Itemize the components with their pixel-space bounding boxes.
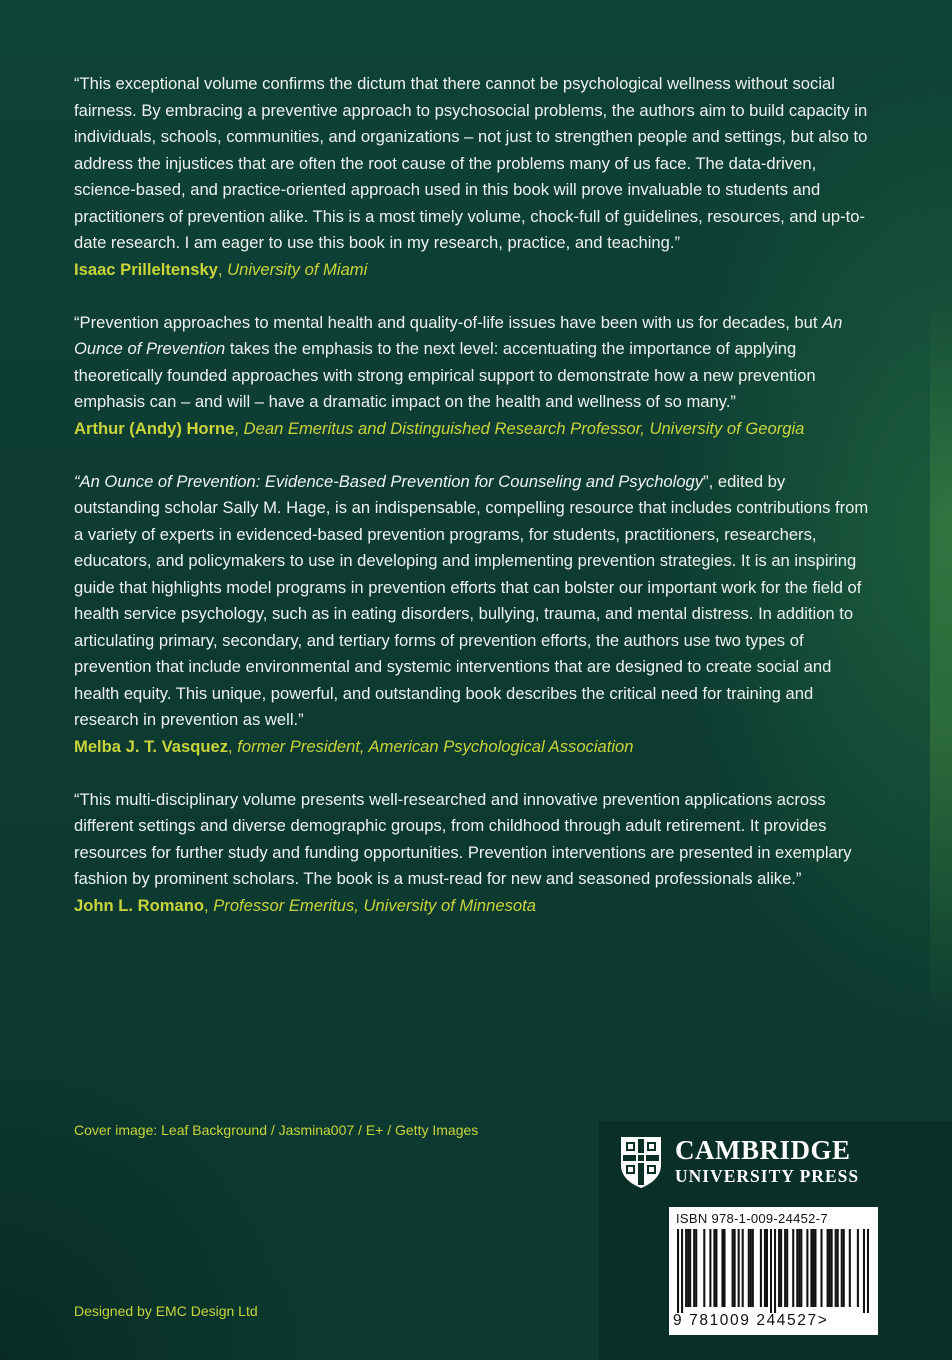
barcode-bar: [750, 1229, 752, 1307]
endorser-affiliation: University of Miami: [227, 259, 368, 279]
barcode-bar: [770, 1229, 772, 1313]
attribution-separator: ,: [203, 895, 214, 915]
barcode-bar: [806, 1229, 808, 1307]
endorsement-quote: [74, 71, 874, 257]
barcode-bar: [843, 1229, 845, 1307]
endorsement-quote: [74, 469, 874, 734]
barcode-bar: [748, 1229, 750, 1307]
barcode-bar: [798, 1229, 800, 1307]
barcode-bar: [867, 1229, 869, 1313]
barcode-bar: [810, 1229, 812, 1307]
barcode-bar: [721, 1229, 723, 1307]
endorser-name: Melba J. T. Vasquez: [74, 736, 229, 756]
endorser-name: Isaac Prilleltensky: [74, 259, 218, 279]
endorsement-quote: [74, 310, 874, 416]
barcode-bar: [784, 1229, 786, 1307]
endorsement: [74, 71, 874, 283]
endorsements: [74, 71, 874, 946]
barcode-bar: [693, 1229, 695, 1307]
barcode-bar: [796, 1229, 798, 1307]
barcode-bar: [831, 1229, 833, 1307]
endorser-affiliation: Professor Emeritus, University of Minnesota: [213, 895, 536, 915]
endorsement-attribution: [74, 416, 874, 443]
barcode-bar: [738, 1229, 740, 1307]
barcode-bar: [677, 1229, 679, 1313]
publisher-panel: [599, 1121, 952, 1360]
barcode-bars: [677, 1229, 869, 1313]
barcode-bar: [835, 1229, 837, 1307]
barcode-bar: [742, 1229, 744, 1307]
barcode-bar: [774, 1229, 776, 1313]
barcode-bar: [764, 1229, 766, 1307]
quote-segment: “Prevention approaches to mental health and quality-of-life issues have been with us for decades, but: [74, 312, 823, 332]
barcode-bar: [863, 1229, 865, 1313]
publisher-wordmark: [675, 1135, 859, 1187]
barcode-bar: [792, 1229, 794, 1307]
cambridge-shield-icon: [619, 1135, 663, 1189]
publisher-name-line2: UNIVERSITY PRESS: [675, 1166, 860, 1186]
barcode-bar: [778, 1229, 780, 1307]
barcode-bar: [715, 1229, 717, 1307]
barcode-bar: [760, 1229, 762, 1307]
barcode-bar: [800, 1229, 802, 1307]
barcode-bar: [829, 1229, 831, 1307]
attribution-separator: ,: [228, 736, 238, 756]
barcode-bar: [732, 1229, 734, 1307]
endorsement-attribution: [74, 257, 874, 284]
barcode-bar: [687, 1229, 689, 1307]
barcode-bar: [812, 1229, 814, 1307]
barcode-bar: [841, 1229, 843, 1307]
endorsement: [74, 310, 874, 443]
barcode-bar: [857, 1229, 859, 1307]
barcode-bar: [780, 1229, 782, 1307]
barcode-bar: [752, 1229, 754, 1307]
endorser-name: John L. Romano: [74, 895, 204, 915]
designer-credit: Designed by EMC Design Ltd: [74, 1303, 258, 1319]
quote-segment: takes the emphasis to the next level: accentuating the importance of applying theoretically founded approaches with strong empirical support to demonstrate how a new prevention emphasis can – and will – have a dramatic impact on the health and wellness of so many.”: [74, 339, 816, 411]
barcode-bar: [695, 1229, 697, 1307]
barcode-bar: [703, 1229, 705, 1307]
quote-segment: ”, edited by outstanding scholar Sally M. Hage, is an indispensable, compelling resource that includes contributions from a variety of experts in evidenced-based prevention programs, for students, practitioners, researchers, educators, and policymakers to use in developing and implementing prevention strategies. It is an inspiring guide that highlights model programs in prevention efforts that can bolster our important work for the field of health service psychology, such as in eating disorders, bullying, trauma, and mental distress. In addition to articulating primary, secondary, and tertiary forms of prevention efforts, the authors use two types of prevention that include environmental and systemic interventions that are designed to create social and health equity. This unique, powerful, and outstanding book describes the critical need for training and research in prevention as well.”: [74, 471, 869, 729]
barcode-bar: [723, 1229, 725, 1307]
quote-segment: “This exceptional volume confirms the dictum that there cannot be psychological wellness without social fairness. By embracing a preventive approach to psychosocial problems, the authors aim to build capacity in individuals, schools, communities, and organizations – not just to strengthen people and settings, but also to address the injustices that are often the root cause of the problems many of us face. The data-driven, science-based, and practice-oriented approach used in this book will prove invaluable to students and practitioners of prevention alike. This is a most timely volume, chock-full of guidelines, resources, and up-to-date research. I am eager to use this book in my research, practice, and teaching.”: [74, 74, 868, 252]
barcode-quiet-zone-marker: >: [817, 1312, 829, 1329]
endorser-affiliation: Dean Emeritus and Distinguished Research Professor, University of Georgia: [243, 418, 805, 438]
endorsement: [74, 469, 874, 761]
barcode-digit-text: 9 781009 244527: [673, 1312, 818, 1329]
endorsement-attribution: [74, 734, 874, 761]
attribution-separator: ,: [234, 418, 244, 438]
barcode-bar: [820, 1229, 822, 1307]
publisher-logo: [619, 1135, 859, 1189]
barcode-bar: [685, 1229, 687, 1307]
isbn-barcode: [669, 1207, 878, 1335]
endorsement-quote: [74, 787, 874, 893]
barcode-bar: [837, 1229, 839, 1307]
endorsement-attribution: [74, 893, 874, 920]
attribution-separator: ,: [217, 259, 228, 279]
isbn-label: ISBN 978-1-009-24452-7: [676, 1211, 828, 1226]
cover-image-credit: Cover image: Leaf Background / Jasmina007 / E+ / Getty Images: [74, 1122, 479, 1138]
publisher-name-line1: CAMBRIDGE: [675, 1135, 851, 1165]
barcode-bar: [681, 1229, 683, 1313]
quote-segment: “This multi-disciplinary volume presents well-researched and innovative prevention applications across different settings and diverse demographic groups, from childhood through adult retirement. It provides resources for further study and funding opportunities. Prevention interventions are presented in exemplary fashion by prominent scholars. The book is a must-read for new and seasoned professionals alike.”: [74, 789, 852, 888]
endorsement: [74, 787, 874, 920]
barcode-bar: [849, 1229, 851, 1307]
endorser-affiliation: former President, American Psychological Association: [237, 736, 634, 756]
barcode-bar: [709, 1229, 711, 1307]
barcode-bar: [734, 1229, 736, 1307]
barcode-bar: [786, 1229, 788, 1307]
quote-italic-segment: An Ounce of Prevention: [74, 312, 843, 358]
barcode-bar: [827, 1229, 829, 1307]
endorser-name: Arthur (Andy) Horne: [74, 418, 235, 438]
barcode-bar: [689, 1229, 691, 1307]
leaf-background-edge: [930, 300, 952, 1020]
quote-italic-segment: “An Ounce of Prevention: Evidence-Based Prevention for Counseling and Psychology: [74, 471, 704, 491]
barcode-bar: [766, 1229, 768, 1307]
barcode-digits: [673, 1312, 828, 1330]
barcode-bar: [713, 1229, 715, 1307]
barcode-bar: [814, 1229, 816, 1307]
